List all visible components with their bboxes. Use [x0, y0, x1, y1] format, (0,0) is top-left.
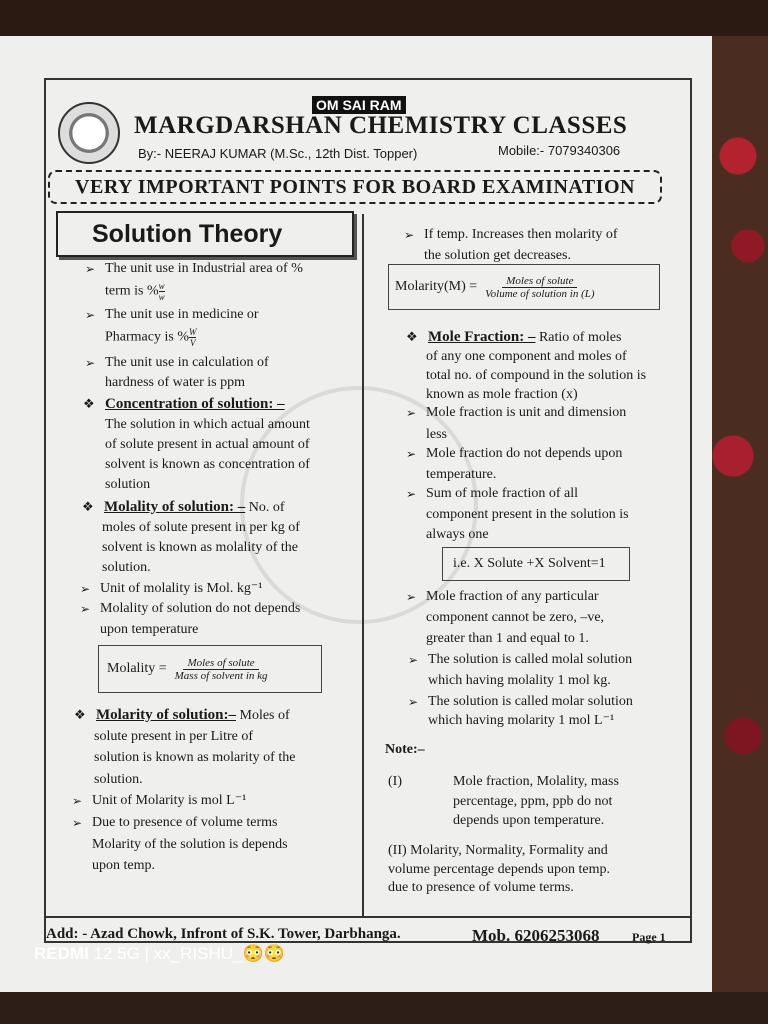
paragraph-line: due to presence of volume terms.: [388, 880, 574, 895]
paragraph-line: solution.: [94, 772, 143, 787]
header-badge: OM SAI RAM: [312, 96, 406, 114]
page-number: Page 1: [632, 930, 666, 944]
paragraph-line: temperature.: [426, 467, 497, 482]
photo-background-top: [0, 0, 768, 36]
paragraph-line: solution: [105, 477, 151, 492]
list-item: ➢ Unit of molality is Mol. kg⁻¹: [100, 579, 262, 600]
paragraph-line: upon temperature: [100, 622, 199, 637]
list-item: ➢ The solution is called molal solution: [428, 650, 632, 671]
paragraph-line: component cannot be zero, –ve,: [426, 610, 605, 625]
paragraph-line: component present in the solution is: [426, 507, 629, 522]
paragraph-line: which having molarity 1 mol L⁻¹: [428, 713, 615, 728]
molarity-heading: ❖ Molarity of solution:– Moles of: [96, 705, 290, 727]
list-item: ➢ Mole fraction do not depends upon: [426, 444, 622, 465]
list-item: ➢ Sum of mole fraction of all: [426, 484, 578, 505]
note-number: (I): [388, 774, 402, 789]
paragraph-line: solvent is known as concentration of: [105, 457, 310, 472]
list-item: ➢ The unit use in medicine or: [105, 305, 259, 326]
list-item: hardness of water is ppm: [105, 375, 245, 390]
list-item: ➢ Unit of Molarity is mol L⁻¹: [92, 791, 246, 812]
paragraph-line: depends upon temperature.: [453, 813, 605, 828]
header-mobile: Mobile:- 7079340306: [498, 143, 621, 158]
paragraph-line: solution.: [102, 560, 151, 575]
paragraph-line: (II) Molarity, Normality, Formality and: [388, 843, 608, 858]
institute-logo: [58, 102, 120, 164]
paragraph-line: solution is known as molarity of the: [94, 750, 296, 765]
paragraph-line: of solute present in actual amount of: [105, 437, 310, 452]
photo-background-bottom: [0, 992, 768, 1024]
paragraph-line: Molarity of the solution is depends: [92, 837, 288, 852]
molarity-formula: Molarity(M) = $\frac{\text{Moles of solute}}{\text{Volume of solution in (L)}}$: [388, 264, 660, 310]
list-item: ➢ Molality of solution do not depends: [100, 599, 300, 620]
list-item: term is % $\frac{w}{w}$: [105, 281, 165, 302]
institute-title: MARGDARSHAN CHEMISTRY CLASSES: [134, 112, 628, 139]
list-item: ➢ Mole fraction of any particular: [426, 587, 599, 608]
footer-divider: [44, 916, 692, 918]
mole-fraction-sum-formula: i.e. X Solute +X Solvent=1: [442, 547, 630, 581]
author-byline: By:- NEERAJ KUMAR (M.Sc., 12th Dist. Topper): [138, 146, 418, 161]
list-item: ➢ If temp. Increases then molarity of: [424, 225, 618, 246]
paragraph-line: always one: [426, 527, 489, 542]
list-item: ➢ Due to presence of volume terms: [92, 813, 277, 834]
paragraph-line: of any one component and moles of: [426, 349, 627, 364]
paragraph-line: less: [426, 427, 447, 442]
paragraph-line: the solution get decreases.: [424, 248, 571, 263]
column-divider: [362, 214, 364, 916]
paragraph-line: known as mole fraction (x): [426, 387, 578, 402]
board-exam-banner: VERY IMPORTANT POINTS FOR BOARD EXAMINATION: [48, 170, 662, 204]
paragraph-line: solvent is known as molality of the: [102, 540, 298, 555]
mole-fraction-heading: ❖ Mole Fraction: – Ratio of moles: [428, 327, 621, 349]
paragraph-line: percentage, ppm, ppb do not: [453, 794, 613, 809]
paragraph-line: upon temp.: [92, 858, 155, 873]
paragraph-line: total no. of compound in the solution is: [426, 368, 647, 383]
section-title: Solution Theory: [56, 211, 354, 257]
paragraph-line: Mole fraction, Molality, mass: [453, 774, 619, 789]
floral-fabric-background: [708, 36, 768, 996]
list-item: Pharmacy is % $\frac{W}{V}$: [105, 327, 197, 348]
paragraph-line: greater than 1 and equal to 1.: [426, 631, 589, 646]
list-item: ➢ The unit use in calculation of: [105, 353, 269, 374]
paragraph-line: which having molality 1 mol kg.: [428, 673, 611, 688]
list-item: ➢ Mole fraction is unit and dimension: [426, 403, 626, 424]
paragraph-line: The solution in which actual amount: [105, 417, 310, 432]
concentration-heading: ❖ Concentration of solution: –: [105, 394, 285, 416]
footer-address: Add: - Azad Chowk, Infront of S.K. Tower, Darbhanga.: [46, 926, 401, 942]
molality-heading: ❖ Molality of solution: – No. of: [104, 497, 285, 519]
paragraph-line: solute present in per Litre of: [94, 729, 254, 744]
molality-formula: Molality = $\frac{\text{Moles of solute}}{\text{Mass of solvent in kg}}$: [98, 645, 322, 693]
paragraph-line: moles of solute present in per kg of: [102, 520, 300, 535]
list-item: ➢ The unit use in Industrial area of %: [105, 259, 303, 280]
note-heading: Note:–: [385, 742, 425, 757]
footer-mobile: Mob. 6206253068: [472, 926, 600, 945]
list-item: ➢ The solution is called molar solution: [428, 692, 633, 713]
camera-watermark: REDMI 12 5G | хх_RISHU_😳😳: [34, 944, 285, 963]
paragraph-line: volume percentage depends upon temp.: [388, 862, 610, 877]
